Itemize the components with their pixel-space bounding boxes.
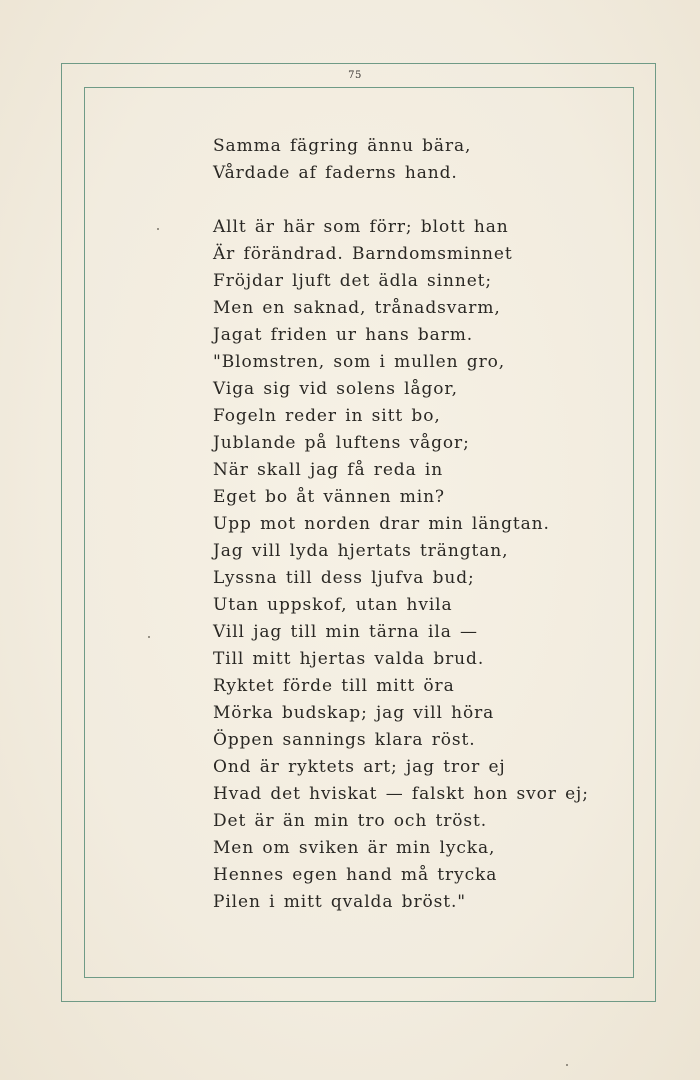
poem-line: Viga sig vid solens lågor, <box>213 379 458 399</box>
poem-line: Samma fägring ännu bära, <box>213 136 472 156</box>
poem-line: Men en saknad, trånadsvarm, <box>213 298 501 318</box>
poem-line: Lyssna till dess ljufva bud; <box>213 568 475 588</box>
poem-line: Till mitt hjertas valda brud. <box>213 649 485 669</box>
poem-line: Utan uppskof, utan hvila <box>213 595 453 615</box>
poem-line: Mörka budskap; jag vill höra <box>213 703 495 723</box>
poem-line: "Blomstren, som i mullen gro, <box>213 352 506 372</box>
poem-line: Upp mot norden drar min längtan. <box>213 514 550 534</box>
poem-line: Ryktet förde till mitt öra <box>213 676 455 696</box>
poem-line: Det är än min tro och tröst. <box>213 811 488 831</box>
poem-line: När skall jag få reda in <box>213 460 444 480</box>
poem-line: Är förändrad. Barndomsminnet <box>213 244 513 264</box>
poem-line: Vårdade af faderns hand. <box>213 163 458 183</box>
paper-speck <box>566 1064 568 1066</box>
poem-line: Hvad det hviskat — falskt hon svor ej; <box>213 784 589 804</box>
poem-line: Öppen sannings klara röst. <box>213 730 476 750</box>
poem-line: Fogeln reder in sitt bo, <box>213 406 441 426</box>
poem-line: Vill jag till min tärna ila — <box>213 622 478 642</box>
poem-text <box>213 133 613 916</box>
poem-line: Pilen i mitt qvalda bröst." <box>213 892 466 912</box>
poem-line: Men om sviken är min lycka, <box>213 838 496 858</box>
paper-speck <box>157 228 159 230</box>
poem-line: Jublande på luftens vågor; <box>213 433 470 453</box>
page-number: 75 <box>348 70 362 81</box>
poem-line: Ond är ryktets art; jag tror ej <box>213 757 506 777</box>
poem-line: Allt är här som förr; blott han <box>213 217 509 237</box>
poem-line: Fröjdar ljuft det ädla sinnet; <box>213 271 493 291</box>
paper-speck <box>148 636 150 638</box>
poem-line: Jagat friden ur hans barm. <box>213 325 474 345</box>
poem-line: Eget bo åt vännen min? <box>213 487 445 507</box>
poem-line: Hennes egen hand må trycka <box>213 865 498 885</box>
stanza-break <box>213 187 613 214</box>
poem-line: Jag vill lyda hjertats trängtan, <box>213 541 509 561</box>
